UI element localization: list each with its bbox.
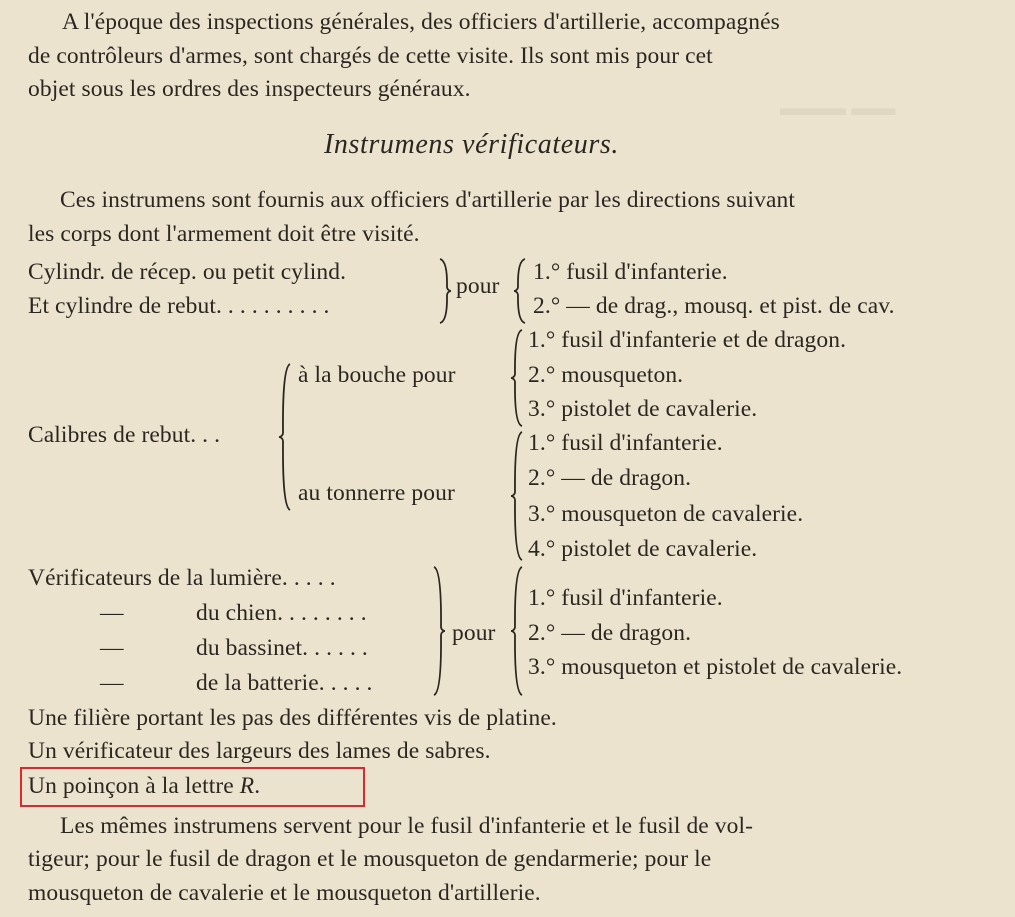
verificateurs-left-brace — [432, 565, 446, 697]
bouche-item-2: 2.° mousqueton. — [528, 362, 684, 388]
intro-line-2: de contrôleurs d'armes, sont chargés de cette visite. Ils sont mis pour cet — [28, 43, 713, 69]
cylindres-item-1: 1.° fusil d'infanterie. — [533, 259, 728, 285]
ditto-dash-1: — — [100, 600, 124, 626]
verificateurs-line-3: du bassinet. . . . . . — [196, 635, 368, 661]
para1-line-1: Ces instrumens sont fournis aux officiers d'artillerie par les directions suivant — [60, 187, 796, 213]
bouche-brace — [510, 328, 524, 428]
intro-line-3: objet sous les ordres des inspecteurs généraux. — [28, 76, 471, 102]
bouche-label: à la bouche pour — [298, 362, 456, 388]
poincon-line: Un poinçon à la lettre R. — [28, 773, 261, 799]
tonnerre-item-1: 1.° fusil d'infanterie. — [528, 430, 723, 456]
tonnerre-item-3: 3.° mousqueton de cavalerie. — [528, 501, 804, 527]
left-brace — [438, 257, 452, 325]
right-brace — [513, 257, 527, 325]
verificateurs-item-1: 1.° fusil d'infanterie. — [528, 585, 723, 611]
verificateurs-item-2: 2.° — de dragon. — [528, 620, 692, 646]
section-title: Instrumens vérificateurs. — [324, 129, 619, 160]
cylindre-rebut-label: Et cylindre de rebut. . . . . . . . . . — [28, 293, 330, 319]
tonnerre-label: au tonnerre pour — [298, 480, 455, 506]
verificateurs-right-brace — [510, 565, 524, 697]
verificateurs-line-2: du chien. . . . . . . . — [196, 600, 367, 626]
closing-line-2: tigeur; pour le fusil de dragon et le mousqueton de gendarmerie; pour le — [28, 846, 712, 872]
verificateurs-pour: pour — [452, 620, 496, 646]
verificateurs-item-3: 3.° mousqueton et pistolet de cavalerie. — [528, 654, 903, 680]
ditto-dash-2: — — [100, 635, 124, 661]
tonnerre-item-2: 2.° — de dragon. — [528, 465, 692, 491]
poincon-letter: R — [239, 773, 255, 799]
closing-line-1: Les mêmes instrumens servent pour le fusil d'infanterie et le fusil de vol- — [60, 813, 754, 839]
verificateurs-line-4: de la batterie. . . . . — [196, 670, 373, 696]
cylindre-reception-label: Cylindr. de récep. ou petit cylind. — [28, 259, 347, 285]
bouche-item-1: 1.° fusil d'infanterie et de dragon. — [528, 327, 847, 353]
ditto-dash-3: — — [100, 670, 124, 696]
closing-line-3: mousqueton de cavalerie et le mousqueton d'artillerie. — [28, 880, 541, 906]
cylindres-item-2: 2.° — de drag., mousq. et pist. de cav. — [533, 293, 895, 319]
tonnerre-item-4: 4.° pistolet de cavalerie. — [528, 536, 758, 562]
bouche-item-3: 3.° pistolet de cavalerie. — [528, 396, 758, 422]
calibres-label: Calibres de rebut. . . — [28, 422, 221, 448]
calibres-brace — [278, 362, 292, 512]
intro-line-1: A l'époque des inspections générales, des officiers d'artillerie, accompagnés — [62, 9, 780, 35]
cylindres-pour: pour — [456, 273, 500, 299]
verificateur-largeurs-line: Un vérificateur des largeurs des lames de sabres. — [28, 738, 491, 764]
show-through: ▬▬▬ ▬▬ — [780, 95, 896, 120]
highlight-box — [20, 767, 365, 807]
verificateurs-line-1: Vérificateurs de la lumière. . . . . — [28, 565, 336, 591]
para1-line-2: les corps dont l'armement doit être visité. — [28, 221, 420, 247]
filiere-line: Une filière portant les pas des différentes vis de platine. — [28, 705, 557, 731]
tonnerre-brace — [510, 430, 524, 562]
